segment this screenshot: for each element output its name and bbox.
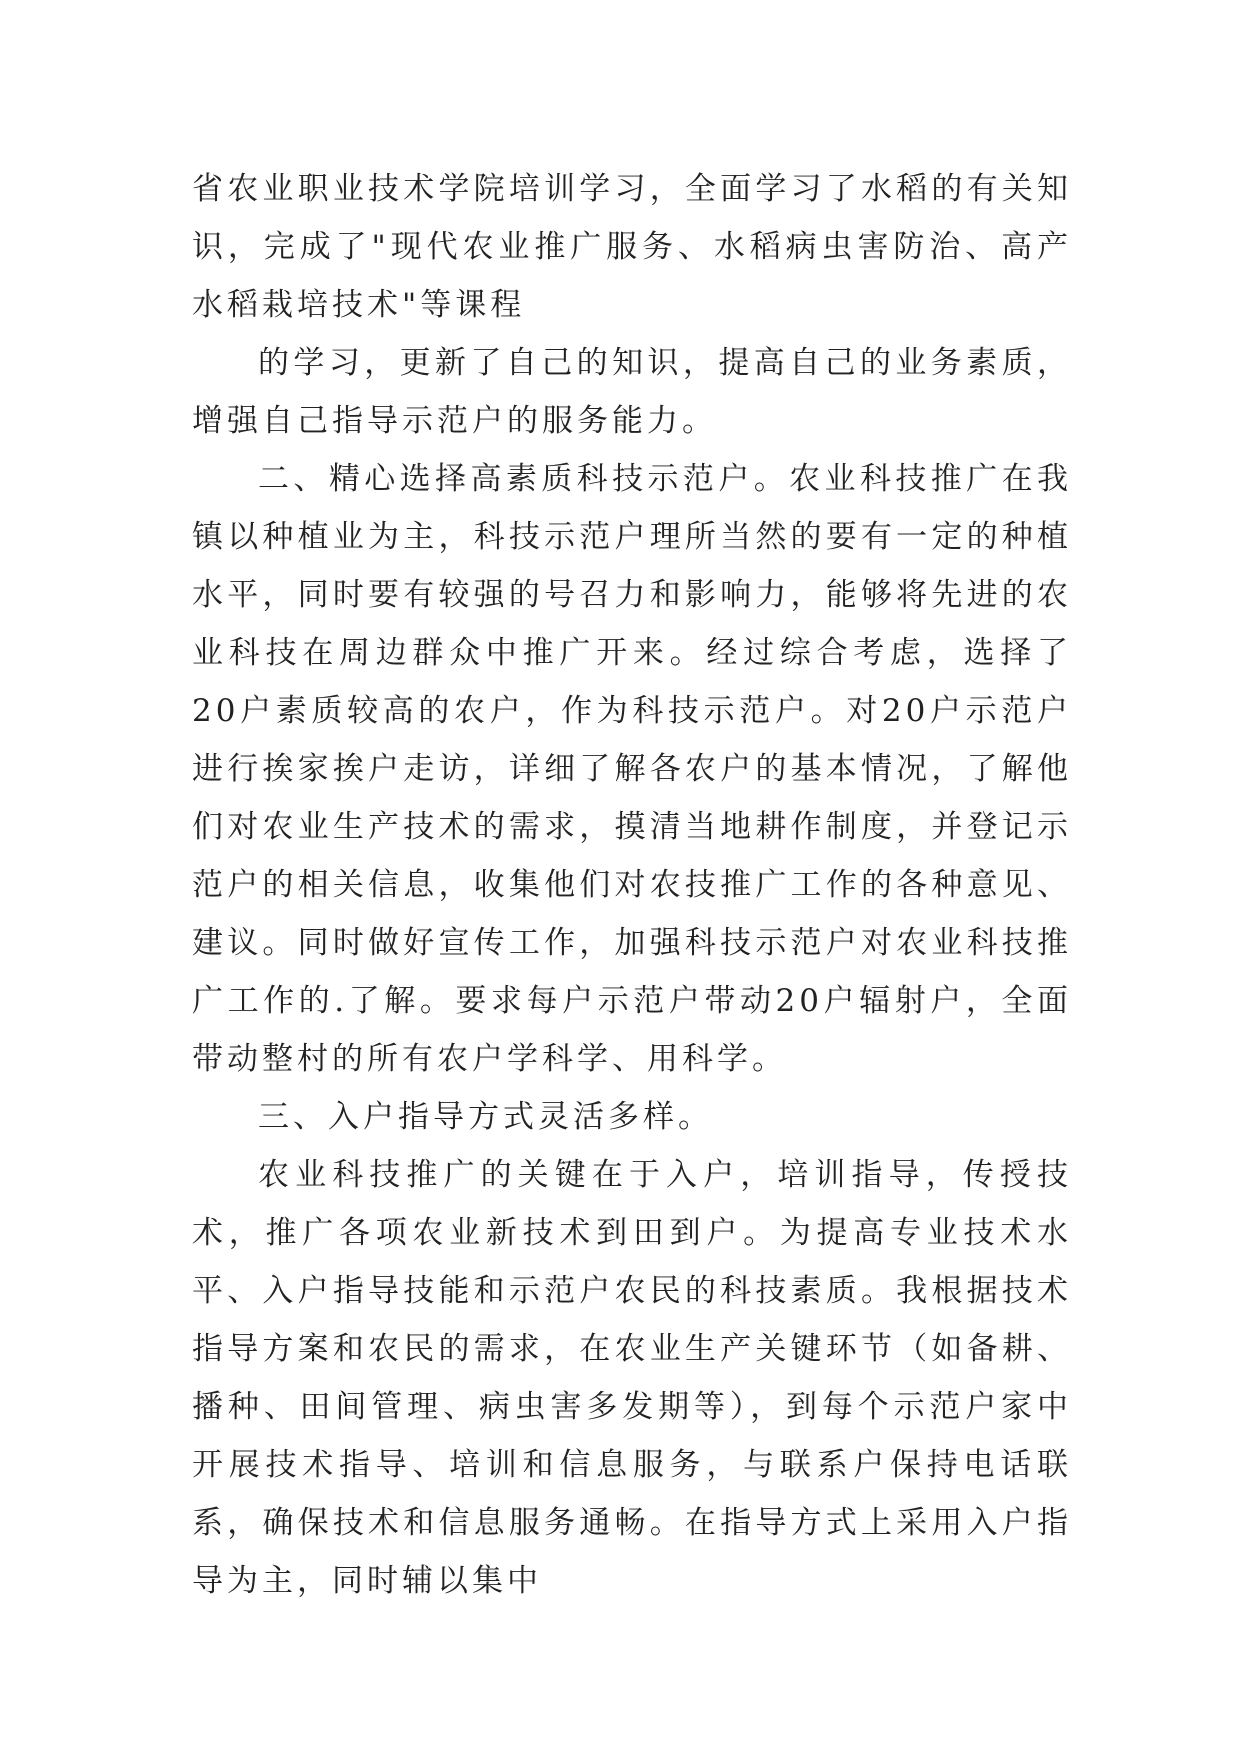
paragraph-training: 省农业职业技术学院培训学习，全面学习了水稻的有关知识，完成了"现代农业推广服务、水稻病虫害防治、高产水稻栽培技术"等课程 <box>192 171 1072 323</box>
paragraph-household-guidance: 农业科技推广的关键在于入户，培训指导，传授技术，推广各项农业新技术到田到户。为提高专业技术水平、入户指导技能和示范户农民的科技素质。我根据技术指导方案和农民的需求，在农业生产关键环节（如备耕、播种、田间管理、病虫害多发期等），到每个示范户家中开展技术指导、培训和信息服务，与联系户保持电话联系，确保技术和信息服务通畅。在指导方式上采用入户指导为主，同时辅以集中 <box>192 1157 1072 1599</box>
section-heading-household-guidance: 三、入户指导方式灵活多样。 <box>258 1099 713 1135</box>
paragraph-study-result: 的学习，更新了自己的知识，提高自己的业务素质，增强自己指导示范户的服务能力。 <box>192 345 1072 439</box>
paragraph-select-demonstration-households: 二、精心选择高素质科技示范户。农业科技推广在我镇以种植业为主，科技示范户理所当然的要有一定的种植水平，同时要有较强的号召力和影响力，能够将先进的农业科技在周边群众中推广开来。经过综合考虑，选择了20户素质较高的农户，作为科技示范户。对20户示范户进行挨家挨户走访，详细了解各农户的基本情况，了解他们对农业生产技术的需求，摸清当地耕作制度，并登记示范户的相关信息，收集他们对农技推广工作的各种意见、建议。同时做好宣传工作，加强科技示范户对农业科技推广工作的.了解。要求每户示范户带动20户辐射户，全面带动整村的所有农户学科学、用科学。 <box>192 461 1072 1077</box>
document-body <box>192 160 1072 1610</box>
